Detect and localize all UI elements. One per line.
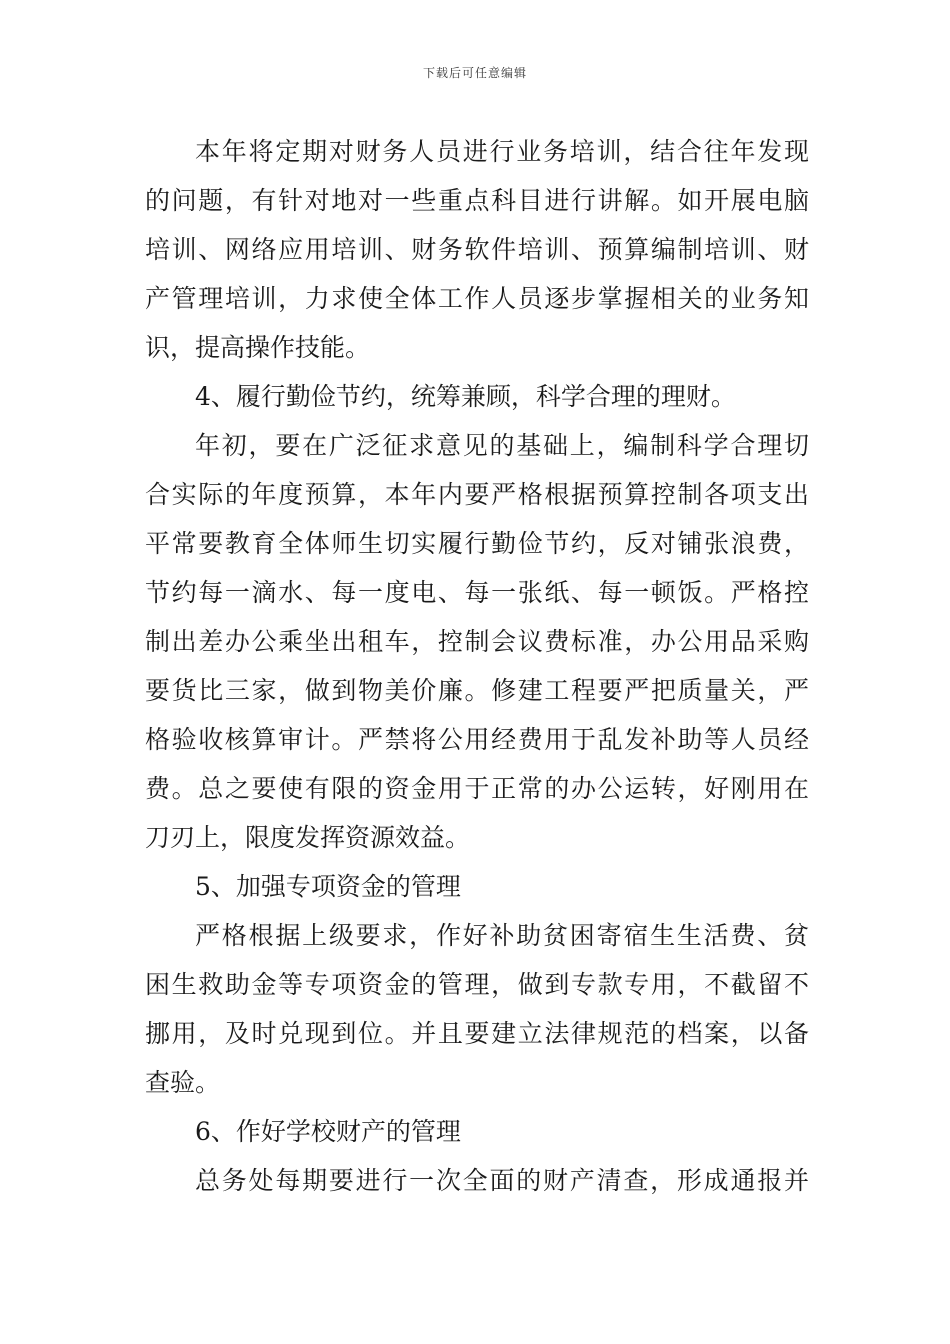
paragraph-line: 产管理培训，力求使全体工作人员逐步掌握相关的业务知 xyxy=(145,284,809,313)
paragraph-line: 6、作好学校财产的管理 xyxy=(195,1117,461,1146)
paragraph-line: 总务处每期要进行一次全面的财产清查，形成通报并 xyxy=(195,1166,809,1195)
paragraph-line: 培训、网络应用培训、财务软件培训、预算编制培训、财 xyxy=(145,235,809,264)
paragraph-line: 平常要教育全体师生切实履行勤俭节约，反对铺张浪费， xyxy=(145,529,809,558)
paragraph-line: 制出差办公乘坐出租车，控制会议费标准，办公用品采购 xyxy=(145,627,809,656)
paragraph-line: 年初，要在广泛征求意见的基础上，编制科学合理切 xyxy=(195,431,809,460)
paragraph-line: 的问题，有针对地对一些重点科目进行讲解。如开展电脑 xyxy=(145,186,809,215)
paragraph-line: 节约每一滴水、每一度电、每一张纸、每一顿饭。严格控 xyxy=(145,578,809,607)
paragraph-line: 费。总之要使有限的资金用于正常的办公运转，好刚用在 xyxy=(145,774,809,803)
paragraph-line: 本年将定期对财务人员进行业务培训，结合往年发现 xyxy=(195,137,809,166)
paragraph-line: 格验收核算审计。严禁将公用经费用于乱发补助等人员经 xyxy=(145,725,809,754)
paragraph-line: 识，提高操作技能。 xyxy=(145,333,371,362)
paragraph-line: 刀刃上，限度发挥资源效益。 xyxy=(145,823,471,852)
paragraph-line: 困生救助金等专项资金的管理，做到专款专用，不截留不 xyxy=(145,970,809,999)
document-body xyxy=(145,127,809,1205)
page-header: 下载后可任意编辑 xyxy=(422,66,527,80)
paragraph-line: 合实际的年度预算，本年内要严格根据预算控制各项支出 xyxy=(145,480,809,509)
paragraph-line: 5、加强专项资金的管理 xyxy=(195,872,461,901)
paragraph-line: 4、履行勤俭节约，统筹兼顾，科学合理的理财。 xyxy=(195,382,736,411)
paragraph-line: 查验。 xyxy=(145,1068,221,1097)
paragraph-line: 严格根据上级要求，作好补助贫困寄宿生生活费、贫 xyxy=(195,921,809,950)
paragraph-line: 要货比三家，做到物美价廉。修建工程要严把质量关，严 xyxy=(145,676,809,705)
paragraph-line: 挪用，及时兑现到位。并且要建立法律规范的档案，以备 xyxy=(145,1019,809,1048)
